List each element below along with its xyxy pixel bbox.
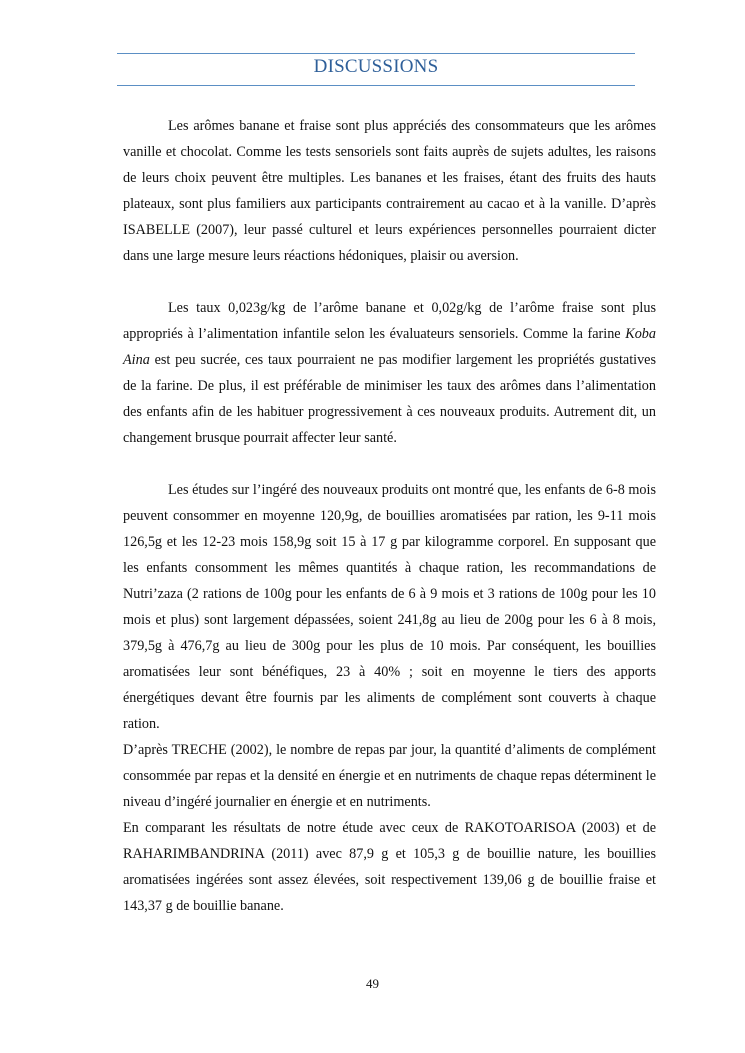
product-name-koba-aina: Koba Aina bbox=[123, 326, 656, 368]
document-body bbox=[123, 113, 656, 919]
section-title: DISCUSSIONS bbox=[313, 56, 439, 77]
paragraph-ingere-produits: Les études sur l’ingéré des nouveaux produits ont montré que, les enfants de 6-8 mois peuvent consommer en moyenne 120,9g, de bouillies aromatisées par ration, les 9-11 mois 126,5g et les 12-23 mois 158,9g soit 15 à 17 g par kilogramme corporel. En supposant que les enfants consomment les mêmes quantités à chaque ration, les recommandations de Nutri’zaza (2 rations de 100g pour les enfants de 6 à 9 mois et 3 rations de 100g pour les 10 mois et plus) sont largement dépassées, soient 241,8g au lieu de 200g pour les 6 à 8 mois, 379,5g à 476,7g au lieu de 300g pour les plus de 10 mois. Par conséquent, les bouillies aromatisées leur sont bénéfiques, 23 à 40% ; soit en moyenne le tiers des apports énergétiques devant être fournis par les aliments de complément sont couverts à chaque ration. bbox=[123, 482, 656, 732]
paragraph-taux-aromes-text-2: est peu sucrée, ces taux pourraient ne pas modifier largement les propriétés gustatives de la farine. De plus, il est préférable de minimiser les taux des arômes dans l’alimentation des enfants afin de les habituer progressivement à ces nouveaux produits. Autrement dit, un changement brusque pourrait affecter leur santé. bbox=[123, 352, 656, 446]
paragraph-taux-aromes-text-1: Les taux 0,023g/kg de l’arôme banane et 0,02g/kg de l’arôme fraise sont plus appropriés à l’alimentation infantile selon les évaluateurs sensoriels. Comme la farine bbox=[123, 300, 656, 342]
heading-top-rule bbox=[117, 53, 635, 54]
page-number: 49 bbox=[366, 976, 379, 991]
paragraph-treche: D’après TRECHE (2002), le nombre de repas par jour, la quantité d’aliments de complément consommée par repas et la densité en énergie et en nutriments de chaque repas déterminent le niveau d’ingéré journalier en énergie et en nutriments. bbox=[123, 742, 656, 810]
paragraph-taux-aromes bbox=[123, 295, 656, 451]
paragraph-aromes-preference: Les arômes banane et fraise sont plus appréciés des consommateurs que les arômes vanille et chocolat. Comme les tests sensoriels sont faits auprès de sujets adultes, les raisons de leurs choix peuvent être multiples. Les bananes et les fraises, étant des fruits des hauts plateaux, sont plus familiers aux participants contrairement au cacao et à la vanille. D’après ISABELLE (2007), leur passé culturel et leurs expériences personnelles pourraient dicter dans une large mesure leurs réactions hédoniques, plaisir ou aversion. bbox=[123, 118, 656, 264]
heading-bottom-rule bbox=[117, 85, 635, 86]
paragraph-comparaison: En comparant les résultats de notre étude avec ceux de RAKOTOARISOA (2003) et de RAHARIMBANDRINA (2011) avec 87,9 g et 105,3 g de bouillie nature, les bouillies aromatisées ingérées sont assez élevées, soit respectivement 139,06 g de bouillie fraise et 143,37 g de bouillie banane. bbox=[123, 820, 656, 914]
